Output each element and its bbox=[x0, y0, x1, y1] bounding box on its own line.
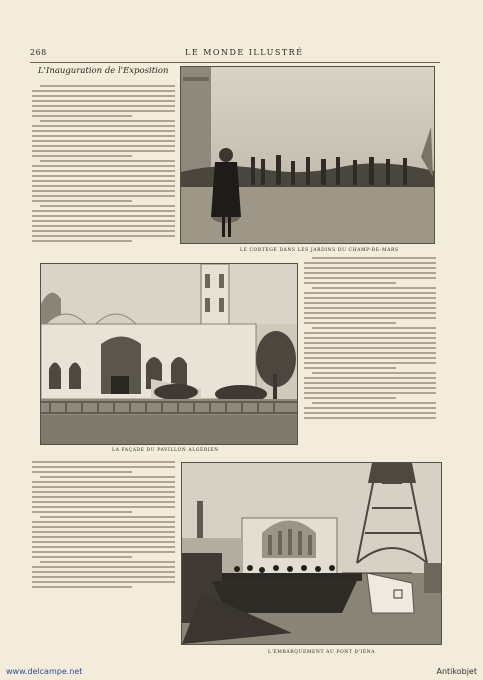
caption-procession: LE CORTÈGE DANS LES JARDINS DU CHAMP-DE-MARS bbox=[240, 248, 399, 253]
text-column-top-left bbox=[32, 82, 175, 245]
journal-title: LE MONDE ILLUSTRÉ bbox=[185, 48, 304, 57]
header-rule bbox=[30, 62, 440, 63]
page-header bbox=[30, 48, 440, 60]
photo-procession bbox=[180, 66, 435, 244]
photo-embarkation bbox=[181, 462, 442, 645]
text-column-middle-right bbox=[304, 254, 436, 422]
text-column-bottom-left bbox=[32, 458, 175, 591]
caption-embarkation: L'EMBARQUEMENT AU PONT D'IÉNA bbox=[268, 650, 376, 655]
watermark-left: www.delcampe.net bbox=[6, 667, 83, 676]
page-number: 268 bbox=[30, 48, 47, 57]
photo-algerian-pavilion bbox=[40, 263, 298, 445]
caption-algerian-pavilion: LA FAÇADE DU PAVILLON ALGÉRIEN bbox=[112, 448, 219, 453]
watermark-footer bbox=[0, 665, 483, 680]
watermark-right: Antikobjet bbox=[436, 667, 477, 676]
article-title: L'Inauguration de l'Exposition bbox=[38, 66, 169, 76]
